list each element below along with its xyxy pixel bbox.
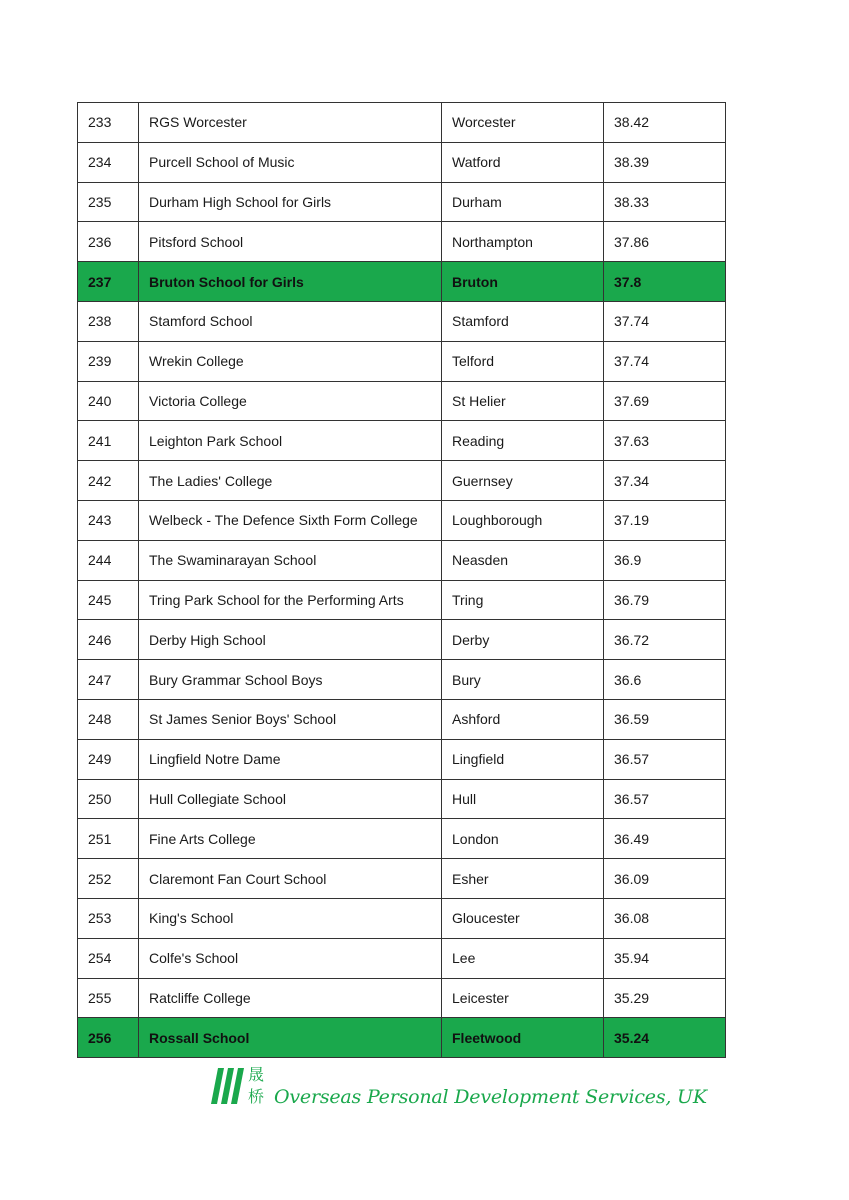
rank-cell: 233 <box>78 103 139 143</box>
rank-cell: 240 <box>78 381 139 421</box>
rank-cell: 244 <box>78 540 139 580</box>
school-name-cell: The Swaminarayan School <box>139 540 442 580</box>
table-row <box>78 540 726 580</box>
location-cell: Gloucester <box>442 898 604 938</box>
location-cell: Hull <box>442 779 604 819</box>
school-name-cell: Claremont Fan Court School <box>139 859 442 899</box>
score-cell: 36.9 <box>604 540 726 580</box>
score-cell: 35.29 <box>604 978 726 1018</box>
table-body <box>78 103 726 1058</box>
school-name-cell: Fine Arts College <box>139 819 442 859</box>
score-cell: 36.49 <box>604 819 726 859</box>
location-cell: Telford <box>442 341 604 381</box>
school-ranking-table <box>77 102 726 1058</box>
location-cell: St Helier <box>442 381 604 421</box>
school-name-cell: St James Senior Boys' School <box>139 699 442 739</box>
rank-cell: 241 <box>78 421 139 461</box>
school-name-cell: Wrekin College <box>139 341 442 381</box>
score-cell: 35.24 <box>604 1018 726 1058</box>
table-row <box>78 699 726 739</box>
school-name-cell: Welbeck - The Defence Sixth Form College <box>139 500 442 540</box>
location-cell: Reading <box>442 421 604 461</box>
table-row <box>78 341 726 381</box>
score-cell: 36.59 <box>604 699 726 739</box>
school-name-cell: RGS Worcester <box>139 103 442 143</box>
location-cell: Bury <box>442 660 604 700</box>
score-cell: 36.57 <box>604 739 726 779</box>
school-name-cell: Hull Collegiate School <box>139 779 442 819</box>
location-cell: Guernsey <box>442 461 604 501</box>
location-cell: Loughborough <box>442 500 604 540</box>
table-row <box>78 381 726 421</box>
location-cell: Tring <box>442 580 604 620</box>
score-cell: 36.57 <box>604 779 726 819</box>
rank-cell: 234 <box>78 142 139 182</box>
score-cell: 37.69 <box>604 381 726 421</box>
logo-character-top: 晟 <box>248 1065 265 1084</box>
rank-cell: 250 <box>78 779 139 819</box>
school-name-cell: Rossall School <box>139 1018 442 1058</box>
location-cell: Watford <box>442 142 604 182</box>
location-cell: Derby <box>442 620 604 660</box>
company-footer <box>210 1064 707 1120</box>
score-cell: 37.74 <box>604 341 726 381</box>
table-row <box>78 461 726 501</box>
table-row <box>78 222 726 262</box>
rank-cell: 239 <box>78 341 139 381</box>
score-cell: 35.94 <box>604 938 726 978</box>
company-name: Overseas Personal Development Services, UK <box>274 1086 707 1108</box>
table-row <box>78 301 726 341</box>
rank-cell: 254 <box>78 938 139 978</box>
rank-cell: 242 <box>78 461 139 501</box>
table-row <box>78 421 726 461</box>
table-row <box>78 819 726 859</box>
rank-cell: 253 <box>78 898 139 938</box>
rank-cell: 235 <box>78 182 139 222</box>
rank-cell: 256 <box>78 1018 139 1058</box>
table-row <box>78 978 726 1018</box>
school-name-cell: Ratcliffe College <box>139 978 442 1018</box>
rank-cell: 245 <box>78 580 139 620</box>
rank-cell: 243 <box>78 500 139 540</box>
table-row <box>78 739 726 779</box>
table-row <box>78 898 726 938</box>
score-cell: 36.08 <box>604 898 726 938</box>
rank-cell: 249 <box>78 739 139 779</box>
location-cell: Worcester <box>442 103 604 143</box>
school-name-cell: Lingfield Notre Dame <box>139 739 442 779</box>
table-row <box>78 779 726 819</box>
location-cell: Lingfield <box>442 739 604 779</box>
rank-cell: 248 <box>78 699 139 739</box>
school-name-cell: Colfe's School <box>139 938 442 978</box>
rank-cell: 255 <box>78 978 139 1018</box>
school-name-cell: Tring Park School for the Performing Arts <box>139 580 442 620</box>
school-name-cell: Bury Grammar School Boys <box>139 660 442 700</box>
score-cell: 37.74 <box>604 301 726 341</box>
rank-cell: 247 <box>78 660 139 700</box>
score-cell: 36.72 <box>604 620 726 660</box>
rank-cell: 246 <box>78 620 139 660</box>
school-name-cell: Bruton School for Girls <box>139 262 442 302</box>
school-name-cell: The Ladies' College <box>139 461 442 501</box>
table-row <box>78 500 726 540</box>
location-cell: Lee <box>442 938 604 978</box>
score-cell: 36.79 <box>604 580 726 620</box>
location-cell: Stamford <box>442 301 604 341</box>
table-row <box>78 938 726 978</box>
score-cell: 37.63 <box>604 421 726 461</box>
location-cell: Fleetwood <box>442 1018 604 1058</box>
location-cell: Durham <box>442 182 604 222</box>
school-name-cell: Derby High School <box>139 620 442 660</box>
school-name-cell: Stamford School <box>139 301 442 341</box>
score-cell: 36.09 <box>604 859 726 899</box>
table-row <box>78 660 726 700</box>
rank-cell: 237 <box>78 262 139 302</box>
table-row <box>78 182 726 222</box>
rank-cell: 236 <box>78 222 139 262</box>
rank-cell: 251 <box>78 819 139 859</box>
score-cell: 36.6 <box>604 660 726 700</box>
table-row <box>78 103 726 143</box>
table-row <box>78 262 726 302</box>
score-cell: 37.8 <box>604 262 726 302</box>
location-cell: Ashford <box>442 699 604 739</box>
table-row <box>78 859 726 899</box>
school-name-cell: Durham High School for Girls <box>139 182 442 222</box>
logo-character-bottom: 桥 <box>248 1087 265 1106</box>
score-cell: 37.34 <box>604 461 726 501</box>
rank-cell: 238 <box>78 301 139 341</box>
table-row <box>78 1018 726 1058</box>
school-name-cell: Leighton Park School <box>139 421 442 461</box>
school-name-cell: Pitsford School <box>139 222 442 262</box>
score-cell: 38.42 <box>604 103 726 143</box>
table-row <box>78 580 726 620</box>
score-cell: 38.33 <box>604 182 726 222</box>
location-cell: Bruton <box>442 262 604 302</box>
location-cell: Esher <box>442 859 604 899</box>
location-cell: Leicester <box>442 978 604 1018</box>
school-name-cell: King's School <box>139 898 442 938</box>
location-cell: Northampton <box>442 222 604 262</box>
table-row <box>78 620 726 660</box>
rank-cell: 252 <box>78 859 139 899</box>
school-name-cell: Purcell School of Music <box>139 142 442 182</box>
score-cell: 37.19 <box>604 500 726 540</box>
table-row <box>78 142 726 182</box>
location-cell: London <box>442 819 604 859</box>
school-name-cell: Victoria College <box>139 381 442 421</box>
location-cell: Neasden <box>442 540 604 580</box>
score-cell: 38.39 <box>604 142 726 182</box>
score-cell: 37.86 <box>604 222 726 262</box>
